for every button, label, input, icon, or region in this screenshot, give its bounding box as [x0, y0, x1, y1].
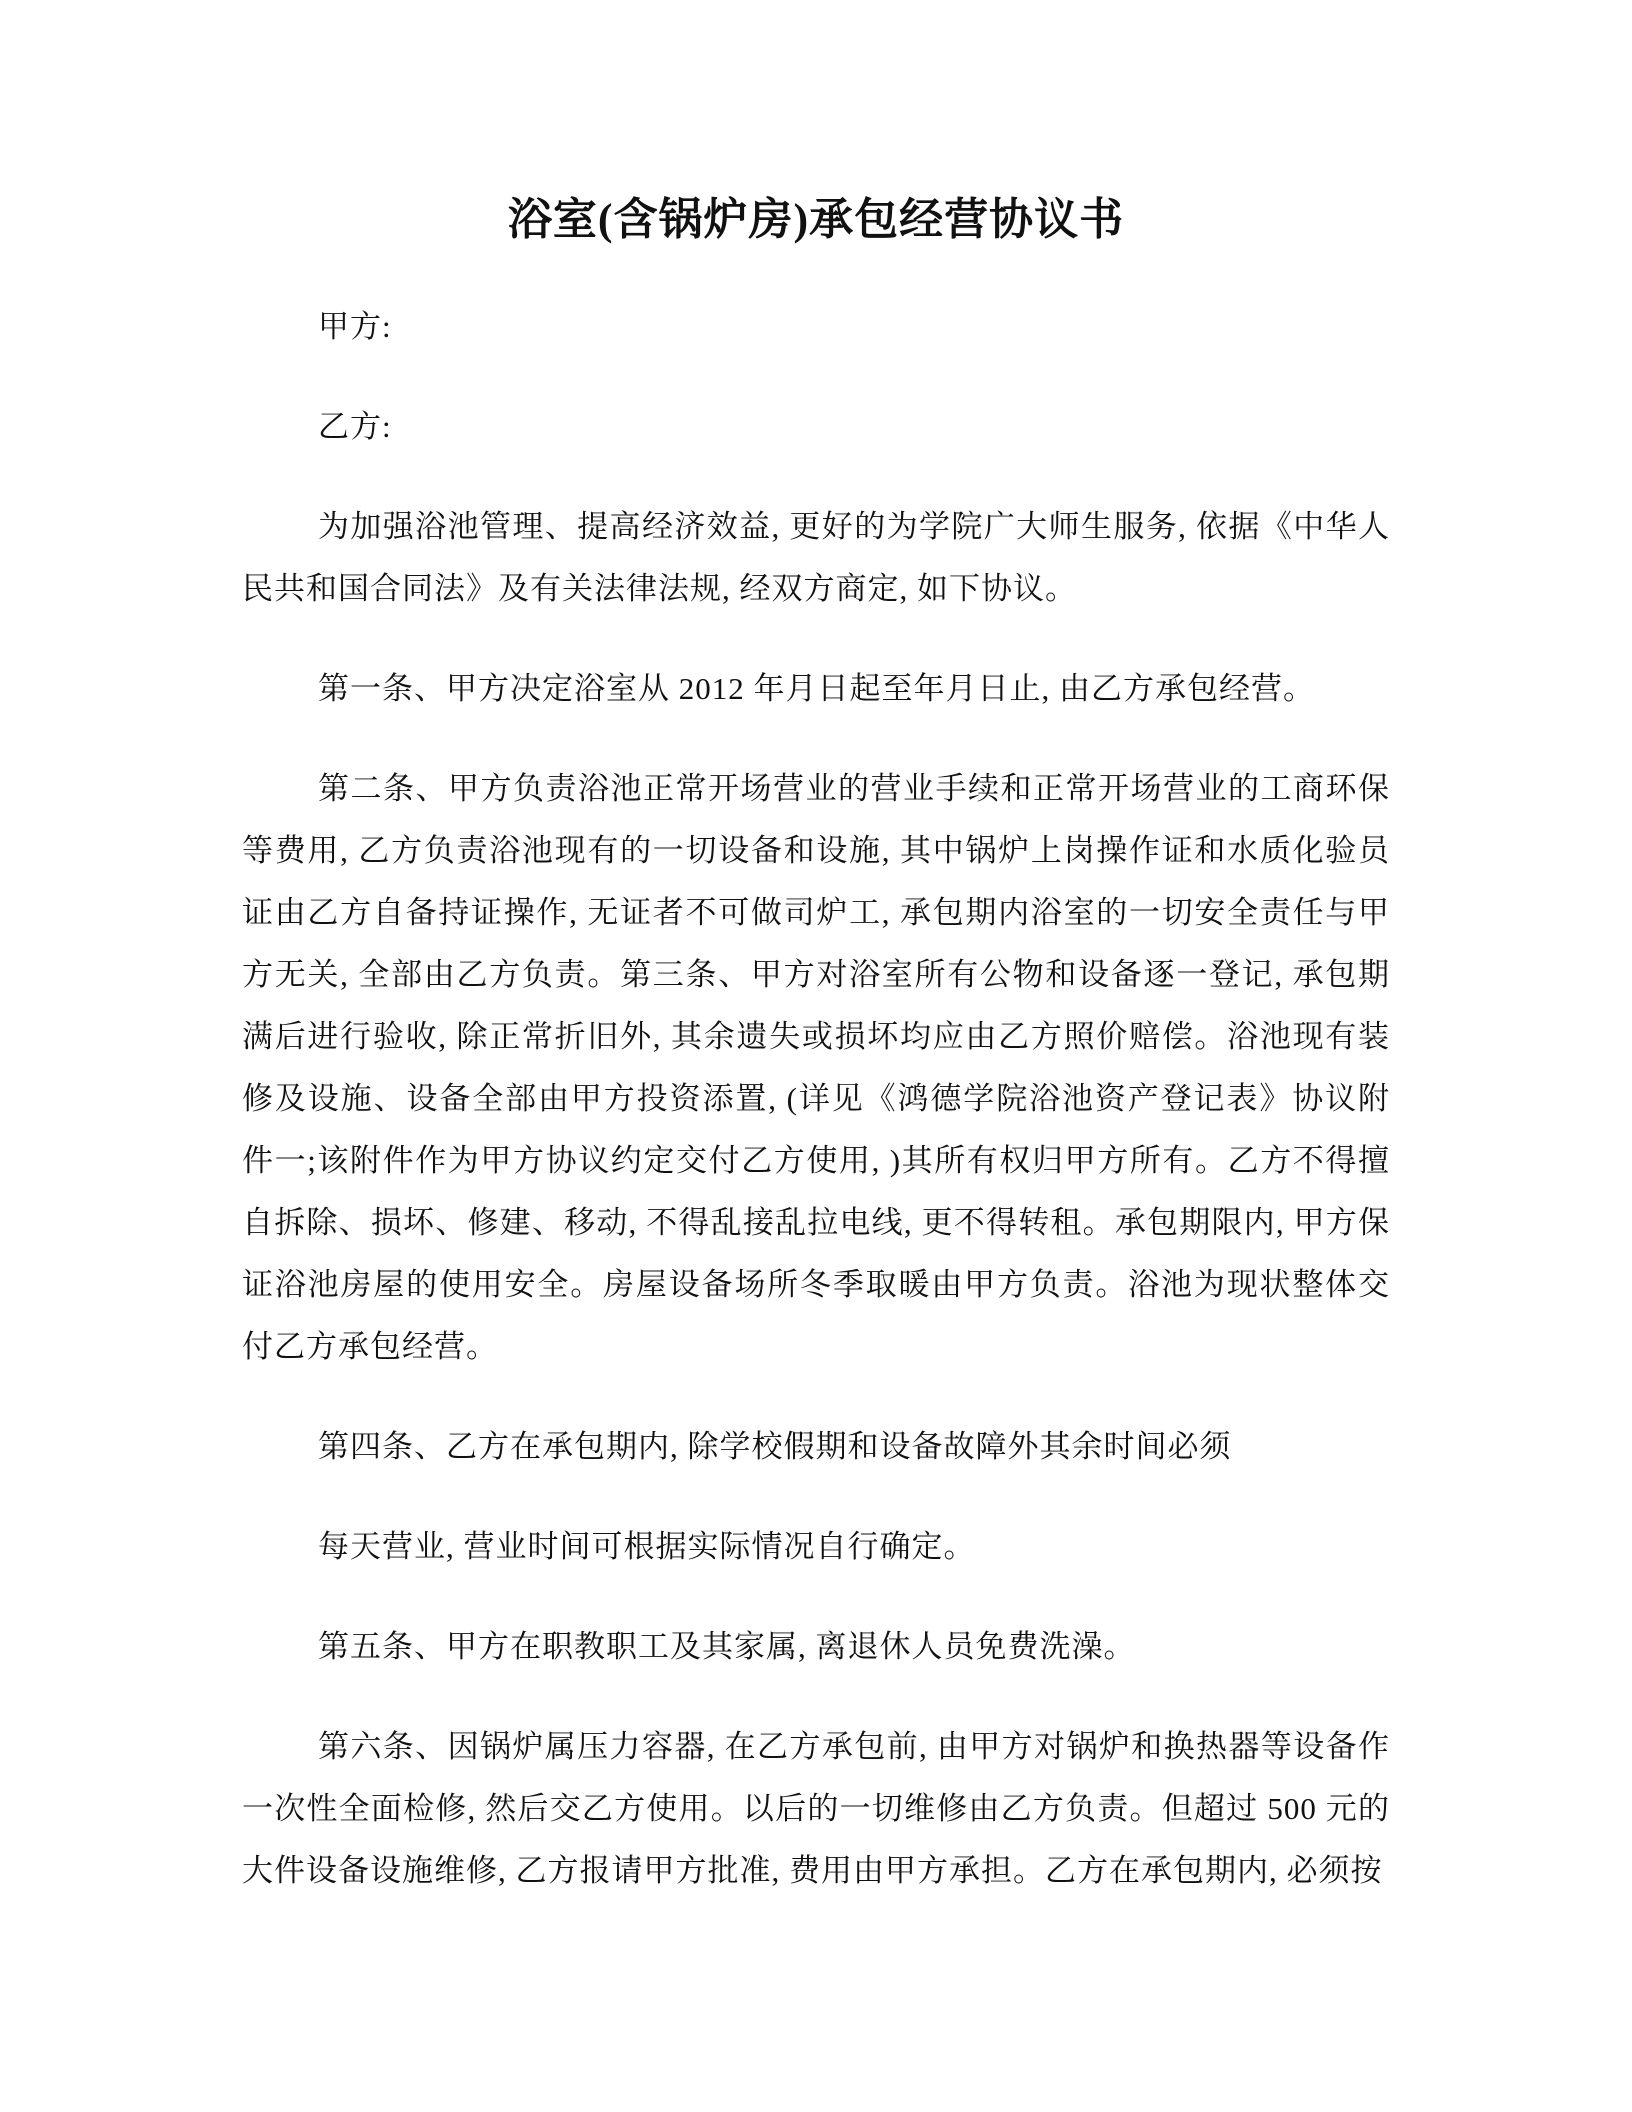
- paragraph-party-a-label: 甲方:: [318, 309, 392, 344]
- paragraph-clause-2-3: 第二条、甲方负责浴池正常开场营业的营业手续和正常开场营业的工商环保等费用, 乙方负责浴池现有的一切设备和设施, 其中锅炉上岗操作证和水质化验员证由乙方自备持证操作, 无证者不可做司炉工, 承包期内浴室的一切安全责任与甲方无关, 全部由乙方负责。第三条、甲方对浴室所有公物和设备逐一登记, 承包期满后进行验收, 除正常折旧外, 其余遗失或损坏均应由乙方照价赔偿。浴池现有装修及设施、设备全部由甲方投资添置, (详见《鸿德学院浴池资产登记表》协议附件一;该附件作为甲方协议约定交付乙方使用, )其所有权归甲方所有。乙方不得擅自拆除、损坏、修建、移动, 不得乱接乱拉电线, 更不得转租。承包期限内, 甲方保证浴池房屋的使用安全。房屋设备场所冬季取暖由甲方负责。浴池为现状整体交付乙方承包经营。: [242, 771, 1390, 1364]
- paragraph-clause-4: 第四条、乙方在承包期内, 除学校假期和设备故障外其余时间必须: [318, 1429, 1232, 1464]
- paragraph-preamble: 为加强浴池管理、提高经济效益, 更好的为学院广大师生服务, 依据《中华人民共和国合同法》及有关法律法规, 经双方商定, 如下协议。: [242, 509, 1390, 606]
- paragraph-clause-5: 第五条、甲方在职教职工及其家属, 离退休人员免费洗澡。: [318, 1629, 1136, 1664]
- paragraph-clause-6: 第六条、因锅炉属压力容器, 在乙方承包前, 由甲方对锅炉和换热器等设备作一次性全面检修, 然后交乙方使用。以后的一切维修由乙方负责。但超过 500 元的大件设备设施维修, 乙方报请甲方批准, 费用由甲方承担。乙方在承包期内, 必须按: [242, 1729, 1390, 1888]
- paragraph-party-b-label: 乙方:: [318, 409, 392, 444]
- document-title: 浴室(含锅炉房)承包经营协议书: [507, 195, 1125, 244]
- paragraph-clause-4-continued: 每天营业, 营业时间可根据实际情况自行确定。: [318, 1529, 976, 1564]
- paragraph-clause-1: 第一条、甲方决定浴室从 2012 年月日起至年月日止, 由乙方承包经营。: [318, 671, 1315, 706]
